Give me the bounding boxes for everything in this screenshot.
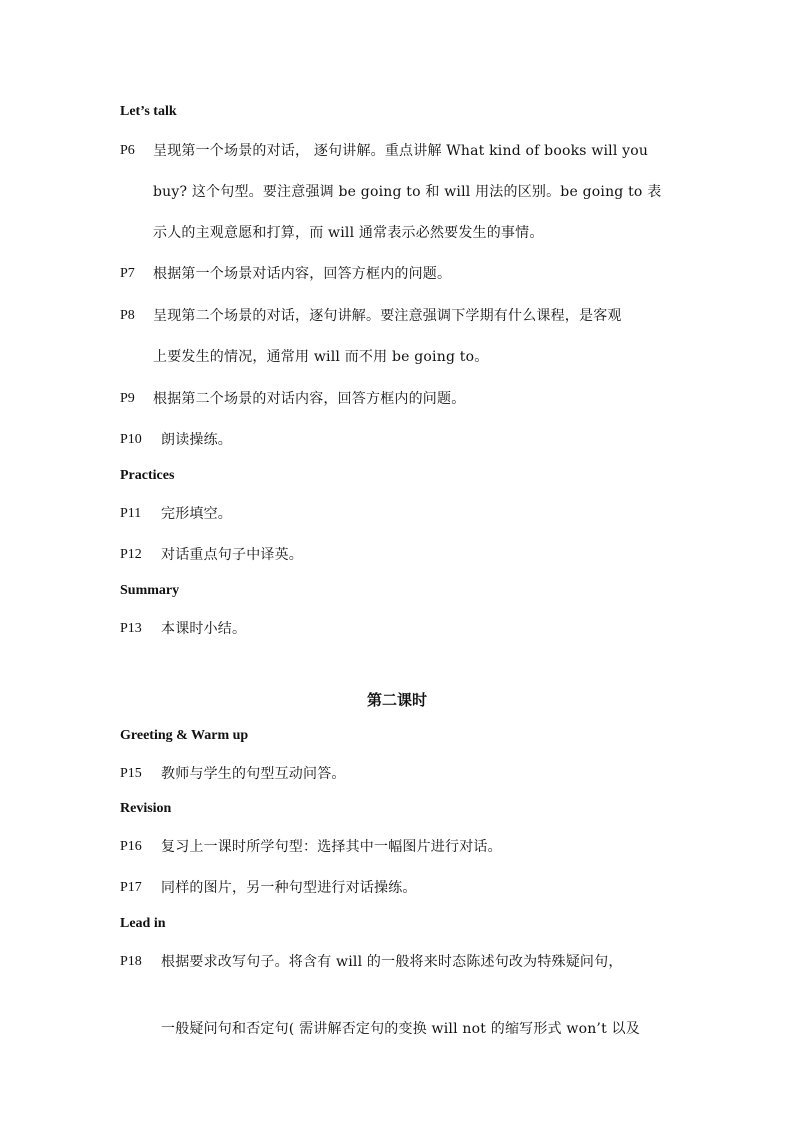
item-text-p9: 根据第二个场景的对话内容，回答方框内的问题。: [153, 391, 466, 407]
item-text-p18-line2: 一般疑问句和否定句( 需讲解否定句的变换 will not 的缩写形式 won’t 以及: [161, 1021, 640, 1037]
heading-summary: Summary: [120, 583, 180, 598]
item-text-p8-line2: 上要发生的情况，通常用 will 而不用 be going to。: [153, 349, 489, 365]
item-text-p17: 同样的图片，另一种句型进行对话操练。: [161, 880, 417, 896]
item-label-p10: P10: [120, 432, 142, 447]
heading-revision: Revision: [120, 801, 172, 816]
item-text-p7: 根据第一个场景对话内容，回答方框内的问题。: [153, 266, 452, 282]
item-text-p10: 朗读操练。: [161, 432, 232, 448]
item-label-p12: P12: [120, 547, 142, 562]
item-text-p12: 对话重点句子中译英。: [161, 547, 303, 563]
item-label-p16: P16: [120, 839, 142, 854]
item-text-p18-line1: 根据要求改写句子。将含有 will 的一般将来时态陈述句改为特殊疑问句，: [161, 954, 623, 970]
heading-lead-in: Lead in: [120, 916, 166, 931]
item-label-p13: P13: [120, 621, 142, 636]
item-text-p16: 复习上一课时所学句型：选择其中一幅图片进行对话。: [161, 839, 502, 855]
item-text-p6-line3: 示人的主观意愿和打算，而 will 通常表示必然要发生的事情。: [153, 225, 544, 241]
heading-greeting-warm-up: Greeting & Warm up: [120, 728, 249, 743]
item-text-p13: 本课时小结。: [161, 621, 247, 637]
item-text-p6-line1: 呈现第一个场景的对话， 逐句讲解。重点讲解 What kind of books will you: [153, 143, 649, 159]
section-title-lesson-two: 第二课时: [366, 691, 427, 709]
item-text-p6-line2: buy? 这个句型。要注意强调 be going to 和 will 用法的区别。be going to 表: [153, 184, 662, 200]
heading-lets-talk: Let’s talk: [120, 104, 177, 119]
item-label-p7: P7: [120, 266, 135, 281]
item-text-p11: 完形填空。: [161, 506, 232, 522]
item-label-p9: P9: [120, 391, 135, 406]
item-text-p15: 教师与学生的句型互动问答。: [161, 766, 346, 782]
item-text-p8-line1: 呈现第二个场景的对话，逐句讲解。要注意强调下学期有什么课程，是客观: [153, 308, 622, 324]
item-label-p11: P11: [120, 506, 142, 521]
item-label-p8: P8: [120, 308, 135, 323]
item-label-p15: P15: [120, 766, 142, 781]
heading-practices: Practices: [120, 468, 175, 483]
item-label-p18: P18: [120, 954, 142, 969]
item-label-p17: P17: [120, 880, 142, 895]
item-label-p6: P6: [120, 143, 135, 158]
